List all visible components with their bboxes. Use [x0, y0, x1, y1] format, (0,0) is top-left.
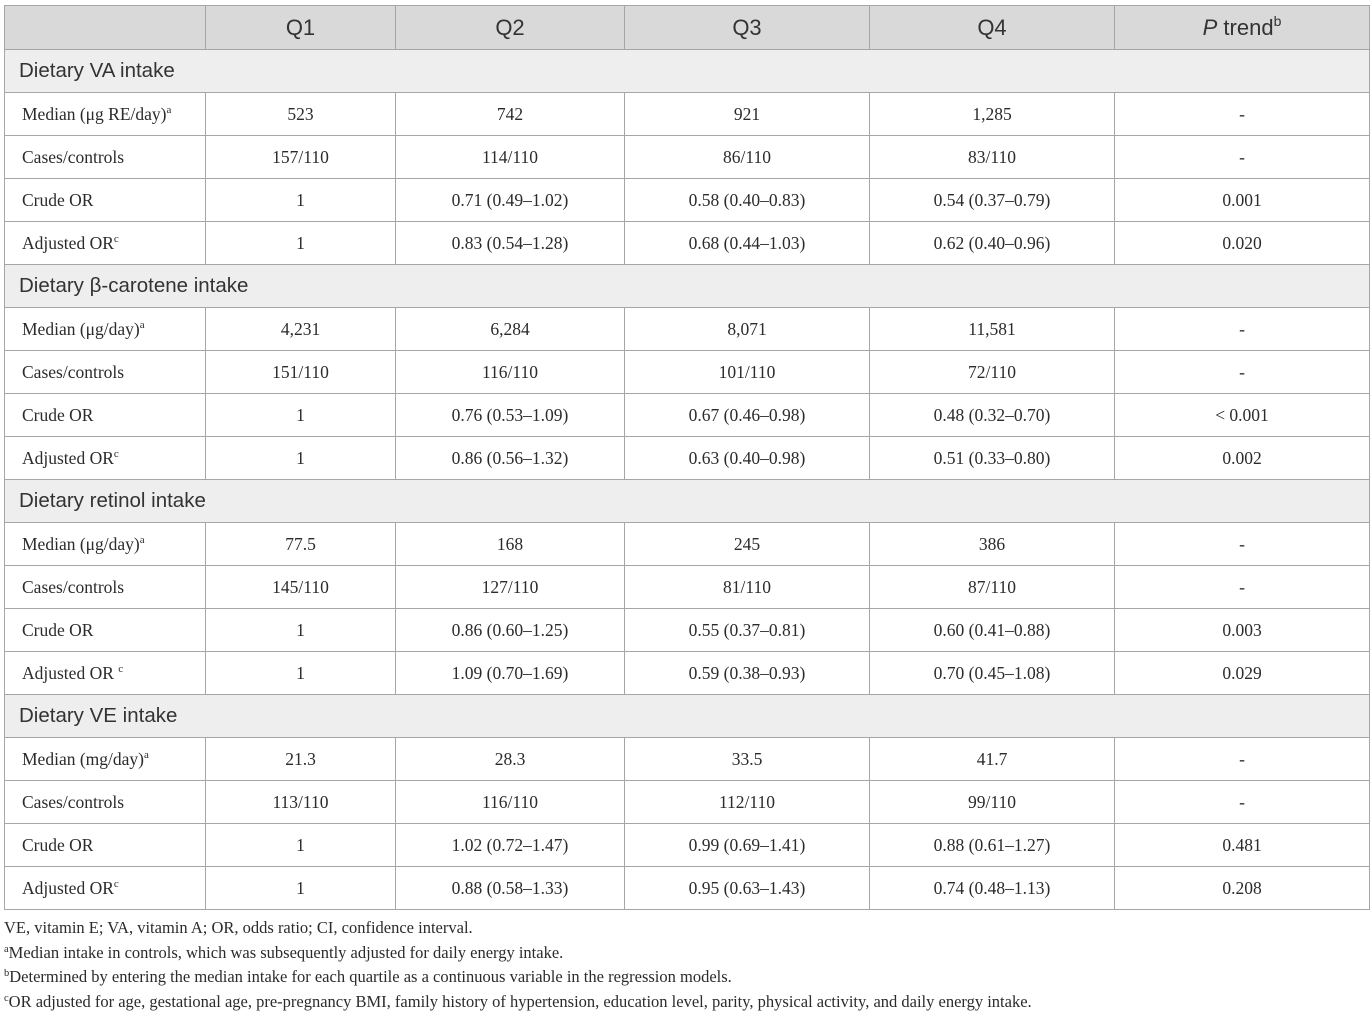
cell-q4: 11,581 — [870, 308, 1115, 351]
table-row — [5, 867, 1370, 910]
cell-q3: 33.5 — [625, 738, 870, 781]
cell-p-trend: 0.208 — [1115, 867, 1370, 910]
cell-q3: 81/110 — [625, 566, 870, 609]
cell-q2: 0.76 (0.53–1.09) — [396, 394, 625, 437]
cell-q4: 0.48 (0.32–0.70) — [870, 394, 1115, 437]
cell-q4: 1,285 — [870, 93, 1115, 136]
cell-p-trend: - — [1115, 308, 1370, 351]
cell-p-trend: - — [1115, 566, 1370, 609]
cell-q4: 0.54 (0.37–0.79) — [870, 179, 1115, 222]
cell-p-trend: 0.002 — [1115, 437, 1370, 480]
cell-q3: 112/110 — [625, 781, 870, 824]
cell-q3: 0.68 (0.44–1.03) — [625, 222, 870, 265]
row-label-text: Crude OR — [22, 619, 94, 640]
cell-q4: 0.60 (0.41–0.88) — [870, 609, 1115, 652]
cell-q3: 0.67 (0.46–0.98) — [625, 394, 870, 437]
cell-q1: 1 — [206, 652, 396, 695]
cell-q2: 127/110 — [396, 566, 625, 609]
table-row — [5, 136, 1370, 179]
cell-q2: 168 — [396, 523, 625, 566]
row-label — [5, 867, 206, 910]
cell-q3: 921 — [625, 93, 870, 136]
section-header-row — [5, 695, 1370, 738]
row-label-footnote-mark: c — [113, 877, 119, 890]
cell-q4: 386 — [870, 523, 1115, 566]
row-label — [5, 523, 206, 566]
cell-q2: 116/110 — [396, 351, 625, 394]
row-label-footnote-mark: c — [118, 662, 124, 675]
cell-p-trend: - — [1115, 136, 1370, 179]
header-p-trend — [1115, 6, 1370, 50]
cell-q1: 4,231 — [206, 308, 396, 351]
header-blank — [5, 6, 206, 50]
row-label-text: Adjusted OR — [22, 877, 114, 898]
cell-q1: 523 — [206, 93, 396, 136]
footnote-a-mark: a — [4, 943, 9, 955]
cell-q1: 21.3 — [206, 738, 396, 781]
row-label — [5, 781, 206, 824]
cell-q4: 72/110 — [870, 351, 1115, 394]
table-row — [5, 609, 1370, 652]
header-p-trend-sup: b — [1273, 12, 1282, 29]
table-row — [5, 179, 1370, 222]
cell-q2: 6,284 — [396, 308, 625, 351]
cell-q4: 0.74 (0.48–1.13) — [870, 867, 1115, 910]
cell-q2: 1.02 (0.72–1.47) — [396, 824, 625, 867]
table-row — [5, 222, 1370, 265]
cell-q3: 8,071 — [625, 308, 870, 351]
header-q2: Q2 — [396, 6, 625, 50]
row-label-text: Cases/controls — [22, 146, 125, 167]
row-label-text: Crude OR — [22, 404, 94, 425]
row-label — [5, 136, 206, 179]
cell-q3: 101/110 — [625, 351, 870, 394]
cell-p-trend: 0.481 — [1115, 824, 1370, 867]
cell-q1: 1 — [206, 609, 396, 652]
cell-q4: 99/110 — [870, 781, 1115, 824]
cell-p-trend: - — [1115, 738, 1370, 781]
row-label — [5, 566, 206, 609]
section-title: Dietary retinol intake — [5, 480, 1370, 523]
cell-p-trend: 0.020 — [1115, 222, 1370, 265]
cell-q1: 151/110 — [206, 351, 396, 394]
row-label-text: Median (μg/day) — [22, 533, 140, 554]
section-title: Dietary β-carotene intake — [5, 265, 1370, 308]
footnote-b-mark: b — [4, 968, 10, 979]
cell-q2: 1.09 (0.70–1.69) — [396, 652, 625, 695]
footnote-b — [4, 965, 1364, 990]
footnote-abbreviations: VE, vitamin E; VA, vitamin A; OR, odds ratio; CI, confidence interval. — [4, 918, 473, 937]
cell-q4: 83/110 — [870, 136, 1115, 179]
section-title: Dietary VE intake — [5, 695, 1370, 738]
cell-p-trend: 0.001 — [1115, 179, 1370, 222]
cell-q1: 1 — [206, 222, 396, 265]
row-label-text: Crude OR — [22, 834, 94, 855]
row-label — [5, 738, 206, 781]
row-label — [5, 222, 206, 265]
cell-p-trend: - — [1115, 93, 1370, 136]
section-title: Dietary VA intake — [5, 50, 1370, 93]
row-label — [5, 394, 206, 437]
cell-q4: 0.70 (0.45–1.08) — [870, 652, 1115, 695]
cell-q2: 114/110 — [396, 136, 625, 179]
footnote-b-text: Determined by entering the median intake for each quartile as a continuous variable in the regression models. — [9, 967, 732, 986]
row-label — [5, 308, 206, 351]
cell-q3: 0.95 (0.63–1.43) — [625, 867, 870, 910]
cell-q2: 0.86 (0.56–1.32) — [396, 437, 625, 480]
footnote-c — [4, 990, 1364, 1014]
table-row — [5, 93, 1370, 136]
table-body — [5, 50, 1370, 910]
header-q1: Q1 — [206, 6, 396, 50]
row-label-footnote-mark: a — [139, 533, 145, 546]
table-row — [5, 437, 1370, 480]
cell-q4: 0.62 (0.40–0.96) — [870, 222, 1115, 265]
cell-q1: 1 — [206, 179, 396, 222]
row-label — [5, 824, 206, 867]
row-label-footnote-mark: c — [113, 447, 119, 460]
cell-p-trend: - — [1115, 351, 1370, 394]
section-header-row — [5, 265, 1370, 308]
cell-q4: 87/110 — [870, 566, 1115, 609]
cell-q3: 245 — [625, 523, 870, 566]
footnotes — [4, 916, 1364, 1014]
cell-q2: 0.83 (0.54–1.28) — [396, 222, 625, 265]
table-row — [5, 351, 1370, 394]
table-row — [5, 781, 1370, 824]
cell-q2: 0.88 (0.58–1.33) — [396, 867, 625, 910]
results-table — [4, 5, 1370, 910]
footnote-a — [4, 941, 1364, 966]
cell-q3: 0.59 (0.38–0.93) — [625, 652, 870, 695]
cell-p-trend: - — [1115, 523, 1370, 566]
cell-q1: 1 — [206, 394, 396, 437]
row-label-footnote-mark: a — [166, 103, 172, 116]
row-label-text: Median (μg RE/day) — [22, 103, 167, 124]
cell-q2: 0.71 (0.49–1.02) — [396, 179, 625, 222]
row-label-footnote-mark: a — [139, 318, 145, 331]
cell-q3: 0.63 (0.40–0.98) — [625, 437, 870, 480]
row-label-text: Adjusted OR — [22, 447, 114, 468]
cell-q4: 41.7 — [870, 738, 1115, 781]
table-row — [5, 652, 1370, 695]
header-q4: Q4 — [870, 6, 1115, 50]
cell-p-trend: 0.029 — [1115, 652, 1370, 695]
cell-q1: 1 — [206, 867, 396, 910]
table-container — [4, 5, 1369, 910]
footnote-c-mark: c — [4, 992, 9, 1004]
row-label-text: Cases/controls — [22, 361, 125, 382]
cell-q2: 28.3 — [396, 738, 625, 781]
cell-q1: 77.5 — [206, 523, 396, 566]
cell-p-trend: - — [1115, 781, 1370, 824]
footnote-a-text: Median intake in controls, which was subsequently adjusted for daily energy intake. — [8, 942, 564, 962]
cell-q2: 742 — [396, 93, 625, 136]
row-label-text: Adjusted OR — [22, 662, 119, 683]
cell-q4: 0.88 (0.61–1.27) — [870, 824, 1115, 867]
row-label-footnote-mark: a — [143, 748, 149, 761]
row-label — [5, 93, 206, 136]
cell-p-trend: 0.003 — [1115, 609, 1370, 652]
cell-q1: 1 — [206, 437, 396, 480]
cell-q1: 157/110 — [206, 136, 396, 179]
footnote-c-text: OR adjusted for age, gestational age, pre-pregnancy BMI, family history of hypertension, education level, parity, physical activity, and daily energy intake. — [8, 991, 1032, 1011]
row-label-text: Crude OR — [22, 189, 94, 210]
row-label — [5, 179, 206, 222]
table-row — [5, 824, 1370, 867]
row-label — [5, 351, 206, 394]
table-row — [5, 523, 1370, 566]
table-row — [5, 738, 1370, 781]
cell-q2: 0.86 (0.60–1.25) — [396, 609, 625, 652]
section-header-row — [5, 480, 1370, 523]
cell-q2: 116/110 — [396, 781, 625, 824]
cell-q4: 0.51 (0.33–0.80) — [870, 437, 1115, 480]
header-p-trend-text: trend — [1217, 14, 1274, 40]
cell-q3: 0.58 (0.40–0.83) — [625, 179, 870, 222]
cell-p-trend: < 0.001 — [1115, 394, 1370, 437]
table-header-row — [5, 6, 1370, 50]
row-label-text: Adjusted OR — [22, 232, 114, 253]
cell-q1: 145/110 — [206, 566, 396, 609]
row-label-text: Cases/controls — [22, 576, 125, 597]
table-row — [5, 566, 1370, 609]
cell-q3: 86/110 — [625, 136, 870, 179]
cell-q3: 0.99 (0.69–1.41) — [625, 824, 870, 867]
row-label-text: Median (mg/day) — [22, 748, 144, 769]
table-row — [5, 308, 1370, 351]
header-p-trend-p: P — [1202, 14, 1218, 40]
cell-q3: 0.55 (0.37–0.81) — [625, 609, 870, 652]
row-label-text: Cases/controls — [22, 791, 125, 812]
row-label — [5, 609, 206, 652]
row-label-footnote-mark: c — [113, 232, 119, 245]
cell-q1: 113/110 — [206, 781, 396, 824]
row-label — [5, 652, 206, 695]
table-row — [5, 394, 1370, 437]
row-label — [5, 437, 206, 480]
cell-q1: 1 — [206, 824, 396, 867]
row-label-text: Median (μg/day) — [22, 318, 140, 339]
section-header-row — [5, 50, 1370, 93]
header-q3: Q3 — [625, 6, 870, 50]
